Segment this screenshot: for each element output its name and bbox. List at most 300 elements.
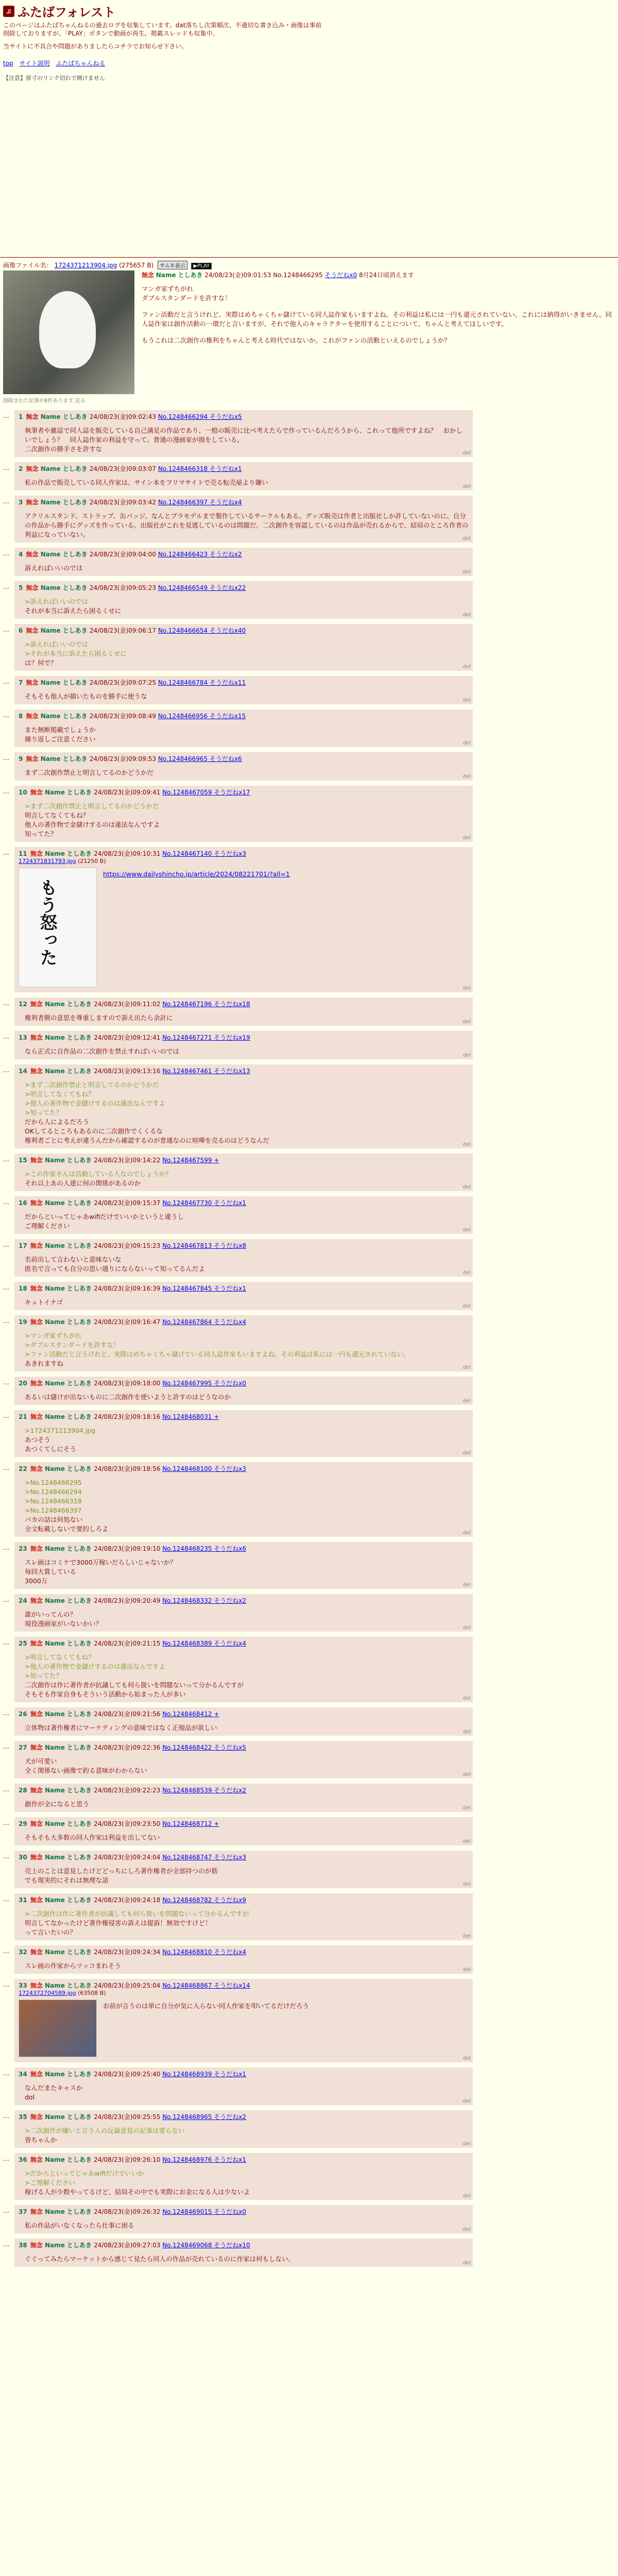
delete-link[interactable]: del	[462, 1772, 471, 1777]
sodane-button[interactable]: +	[214, 1710, 219, 1718]
reply-post	[14, 2110, 473, 2148]
reply-line: 立体物は著作権者にマーケティングの意味ではなく正規品が欲しい	[25, 1724, 217, 1732]
reply-number-link[interactable]: No.1248467461	[162, 1067, 214, 1075]
reply-number-link[interactable]: No.1248467730	[162, 1199, 214, 1207]
reply-post	[14, 1851, 473, 1888]
sodane-button[interactable]: そうだねx3	[214, 850, 247, 857]
site-logo-icon: ぷ	[3, 6, 14, 17]
reply-subject: 無念	[30, 1413, 45, 1420]
reply-number-link[interactable]: No.1248467059	[162, 789, 214, 796]
reply-index: 36	[19, 2156, 29, 2163]
reply-wrapper	[3, 786, 618, 842]
sodane-button[interactable]: そうだねx10	[214, 2242, 250, 2249]
reply-line: 現役漫画家がいないかい？	[25, 1620, 102, 1628]
reply-subject: 無念	[26, 679, 41, 686]
reply-number-link[interactable]: No.1248467845	[162, 1285, 214, 1292]
thumbnail-toggle-button[interactable]: サムネ表示	[158, 261, 187, 269]
sodane-button[interactable]: そうだねx1	[214, 1199, 247, 1207]
delete-link[interactable]: del	[462, 536, 471, 541]
reply-subject: 無念	[30, 1787, 45, 1794]
sodane-button[interactable]: そうだねx19	[214, 1034, 250, 1041]
reply-arrow-icon: …	[3, 1544, 9, 1551]
reply-number-link[interactable]: No.1248468031	[162, 1413, 214, 1420]
reply-line: 権利者側の意思を尊重しますので訴え出たら余計に	[25, 1014, 173, 1022]
reply-number-link[interactable]: No.1248467271	[162, 1034, 214, 1041]
reply-subject: 無念	[30, 1001, 45, 1008]
reply-number-link[interactable]: No.1248467995	[162, 1380, 214, 1387]
delete-link[interactable]: del	[462, 664, 471, 670]
reply-arrow-icon: …	[3, 1317, 9, 1325]
reply-line: 創作が全になると思う	[25, 1800, 90, 1808]
sodane-button[interactable]: そうだねx2	[209, 551, 242, 558]
reply-body	[25, 1961, 469, 1971]
reply-arrow-icon: …	[3, 1412, 9, 1419]
reply-line: あつそう	[25, 1436, 51, 1444]
reply-wrapper	[3, 997, 618, 1026]
reply-date: 24/08/23(金)09:19:10	[94, 1545, 163, 1552]
sodane-button[interactable]: そうだねx5	[209, 413, 242, 420]
sodane-button[interactable]: そうだねx17	[214, 789, 250, 796]
delete-link[interactable]: del	[462, 1839, 471, 1844]
reply-post	[14, 1064, 473, 1148]
reply-header	[19, 1743, 469, 1752]
reply-number-link[interactable]: No.1248467813	[162, 1242, 214, 1249]
reply-index: 26	[19, 1710, 29, 1718]
reply-subject: 無念	[30, 1982, 45, 1989]
reply-arrow-icon: …	[3, 464, 9, 471]
reply-number-link[interactable]: No.1248468422	[162, 1744, 214, 1751]
reply-body	[25, 1653, 469, 1699]
reply-line: アクリルスタンド、ストラップ、缶バッジ、なんとプラモデルまで製作しているサークルもある。グッズ販売は作者と出版社しか許していないのに、自分の作品から勝手にグッズを作っている。出版社がこれを見逃しているのは問題だ。二次創作を容認しているのは作品が売れるからで、結局のところ作者の利益になっていない。	[25, 512, 469, 538]
reply-body	[25, 1080, 469, 1145]
reply-subject: 無念	[30, 1710, 45, 1718]
reply-subject: 無念	[30, 1067, 45, 1075]
delete-link[interactable]: del	[462, 2227, 471, 2232]
delete-link[interactable]: del	[462, 1934, 471, 1939]
delete-link[interactable]: del	[462, 1142, 471, 1147]
reply-body	[25, 1170, 469, 1188]
reply-date: 24/08/23(金)09:24:34	[94, 1948, 163, 1956]
reply-wrapper	[3, 2239, 618, 2267]
sodane-button[interactable]: そうだねx2	[214, 2113, 247, 2121]
reply-subject: 無念	[30, 2071, 45, 2078]
reply-line: 繰り返しご注意ください	[25, 735, 96, 743]
reply-number-link[interactable]: No.1248466784	[158, 679, 210, 686]
sodane-button[interactable]: そうだねx0	[214, 2208, 247, 2215]
dog-image	[39, 291, 96, 368]
reply-number-link[interactable]: No.1248468810	[162, 1948, 214, 1956]
reply-id: としあき	[67, 1465, 94, 1472]
reply-wrapper	[3, 1594, 618, 1632]
reply-number-link[interactable]: No.1248468747	[162, 1854, 214, 1861]
sodane-button[interactable]: そうだねx9	[214, 1896, 247, 1904]
reply-index: 37	[19, 2208, 29, 2215]
quote-line: >まず二次創作禁止と明言してるのかどうかだ	[25, 1081, 159, 1089]
reply-date: 24/08/23(金)09:27:03	[94, 2242, 163, 2249]
reply-arrow-icon: …	[3, 2070, 9, 2077]
reply-number-link[interactable]: No.1248466654	[158, 627, 210, 634]
sodane-button[interactable]: そうだねx3	[214, 1465, 247, 1472]
reply-date: 24/08/23(金)09:06:17	[89, 627, 158, 634]
reply-wrapper	[3, 1282, 618, 1310]
reply-number-link[interactable]: No.1248468539	[162, 1787, 214, 1794]
delete-link[interactable]: del	[462, 1303, 471, 1309]
delete-link[interactable]: del	[462, 774, 471, 779]
reply-body	[25, 2255, 469, 2264]
reply-id: としあき	[67, 1710, 94, 1718]
sodane-button[interactable]: そうだねx4	[214, 1948, 247, 1956]
delete-link[interactable]: del	[462, 698, 471, 703]
reply-index: 16	[19, 1199, 29, 1207]
reply-line: それ以上あの人達に何の関係があるのか	[25, 1179, 141, 1187]
delete-link[interactable]: del	[462, 1184, 471, 1190]
sodane-button[interactable]: そうだねx3	[214, 1854, 247, 1861]
reply-header	[19, 678, 469, 687]
delete-link[interactable]: del	[462, 835, 471, 841]
reply-name: Name	[45, 1597, 67, 1604]
reply-id: としあき	[67, 1854, 94, 1861]
delete-link[interactable]: del	[462, 1019, 471, 1025]
reply-number-link[interactable]: No.1248468976	[162, 2156, 214, 2163]
nav-links	[3, 59, 615, 67]
reply-file-size: (63508 B)	[76, 1990, 106, 1996]
sodane-button[interactable]: そうだねx2	[214, 1787, 247, 1794]
sodane-button[interactable]: そうだねx18	[214, 1001, 250, 1008]
delete-link[interactable]: del	[462, 1967, 471, 1973]
reply-date: 24/08/23(金)09:15:37	[94, 1199, 163, 1207]
delete-link[interactable]: del	[462, 1398, 471, 1404]
reply-arrow-icon: …	[3, 498, 9, 505]
reply-line: 執筆者や雑誌で同人誌を販売している自己満足の作品であり、一般の販売に比べ考えたらで作っているんだろうから、これって他所ですよね？ おかしいでしょう？ 同人誌作家の利益を守って、普通の漫画家が損をしている。	[25, 427, 462, 444]
delete-link[interactable]: del	[462, 2141, 471, 2147]
reply-index: 32	[19, 1948, 29, 1956]
sodane-button[interactable]: +	[214, 1413, 219, 1420]
reply-name: Name	[45, 2113, 67, 2121]
reply-name: Name	[45, 1854, 67, 1861]
reply-header	[19, 2207, 469, 2216]
reply-index: 7	[19, 679, 25, 686]
reply-date: 24/08/23(金)09:07:25	[89, 679, 158, 686]
reply-subject: 無念	[30, 1199, 45, 1207]
reply-number-link[interactable]: No.1248466549	[158, 584, 210, 591]
reply-line: だからといってじゃあwifiだけでいいかというと違うし	[25, 1213, 184, 1221]
reply-index: 9	[19, 755, 25, 762]
reply-wrapper	[3, 1542, 618, 1589]
reply-arrow-icon: …	[3, 1241, 9, 1248]
reply-file-link[interactable]: 1724371831793.jpg	[19, 858, 76, 865]
reply-arrow-icon: …	[3, 1947, 9, 1955]
reply-number-link[interactable]: No.1248468389	[162, 1640, 214, 1647]
sodane-button[interactable]: そうだねx4	[214, 1318, 247, 1326]
reply-line: 皆ちゃんか	[25, 2136, 57, 2144]
sodane-button[interactable]: そうだねx5	[214, 1744, 247, 1751]
reply-header	[19, 1895, 469, 1904]
reply-post	[14, 1410, 473, 1457]
site-title[interactable]	[3, 2, 615, 20]
reply-id: としあき	[67, 1948, 94, 1956]
reply-line: 毎回大賞している	[25, 1568, 77, 1575]
delete-link[interactable]: del	[462, 1270, 471, 1276]
reply-id: としあき	[67, 1318, 94, 1326]
reply-number-link[interactable]: No.1248466965	[158, 755, 210, 762]
quote-line: >No.1248466318	[25, 1497, 82, 1505]
reply-date: 24/08/23(金)09:12:41	[94, 1034, 163, 1041]
play-button[interactable]: ▶PLAY	[191, 263, 212, 269]
reply-body	[25, 1723, 469, 1733]
reply-number-link[interactable]: No.1248468782	[162, 1896, 214, 1904]
delete-link[interactable]: del	[462, 1365, 471, 1370]
reply-body	[25, 1478, 469, 1534]
reply-subject: 無念	[30, 2208, 45, 2215]
reply-id: としあき	[67, 2208, 94, 2215]
reply-body	[25, 640, 469, 668]
reply-wrapper	[3, 1784, 618, 1812]
reply-header	[19, 1981, 469, 1990]
page-header	[0, 0, 618, 82]
reply-index: 5	[19, 584, 25, 591]
reply-subject: 無念	[30, 1597, 45, 1604]
reply-wrapper	[3, 1315, 618, 1371]
reply-arrow-icon: …	[3, 1709, 9, 1717]
reply-post	[14, 1707, 473, 1736]
reply-number-link[interactable]: No.1248466318	[158, 465, 210, 472]
reply-file-size: (21250 B)	[76, 858, 106, 865]
reply-post	[14, 1154, 473, 1191]
op-file-link[interactable]: 1724371213904.jpg	[54, 262, 117, 269]
sodane-button[interactable]: そうだねx4	[209, 499, 242, 506]
reply-arrow-icon: …	[3, 2207, 9, 2214]
reply-index: 33	[19, 1982, 29, 1989]
reply-number-link[interactable]: No.1248466423	[158, 551, 210, 558]
reply-image-thumbnail[interactable]	[19, 1999, 97, 2057]
reply-name: Name	[40, 413, 63, 420]
delete-link[interactable]: del	[462, 1227, 471, 1233]
reply-id: としあき	[62, 755, 90, 762]
quote-line: >他人の著作物で金儲けするのは違法なんですよ	[25, 1663, 165, 1670]
reply-id: としあき	[67, 2156, 94, 2163]
delete-link[interactable]: del	[462, 1450, 471, 1456]
reply-wrapper	[3, 2205, 618, 2233]
reply-wrapper	[3, 676, 618, 704]
sodane-button[interactable]: そうだねx6	[209, 755, 242, 762]
reply-image-thumbnail[interactable]	[19, 868, 97, 987]
delete-link[interactable]: del	[462, 1882, 471, 1887]
reply-date: 24/08/23(金)09:26:10	[94, 2156, 163, 2163]
reply-id: としあき	[67, 2113, 94, 2121]
reply-file-link[interactable]: 1724372704589.jpg	[19, 1990, 76, 1996]
delete-link[interactable]: del	[462, 1729, 471, 1735]
delete-link[interactable]: del	[462, 2056, 471, 2061]
reply-body	[25, 1757, 469, 1775]
delete-link[interactable]: del	[462, 986, 471, 991]
reply-number-link[interactable]: No.1248467599	[162, 1157, 214, 1164]
reply-number-link[interactable]: No.1248469068	[162, 2242, 214, 2249]
sodane-button[interactable]: そうだねx15	[209, 713, 246, 720]
reply-wrapper	[3, 462, 618, 490]
sodane-button[interactable]: そうだねx4	[214, 1640, 247, 1647]
reply-header	[19, 498, 469, 506]
reply-number-link[interactable]: No.1248468332	[162, 1597, 214, 1604]
sodane-button[interactable]: +	[214, 1820, 219, 1827]
site-intro: このページはふたばちゃんねるの過去ログを収集しています。dat落ちし次第順次、不適切な書き込み・画像は事前削除しておりますが、「PLAY」ボタンで動画が再生。掲載スレッドも収集中。	[3, 22, 322, 37]
reply-number-link[interactable]: No.1248468965	[162, 2113, 214, 2121]
sodane-button[interactable]: そうだねx8	[214, 1242, 247, 1249]
reply-post	[14, 676, 473, 704]
delete-link[interactable]: del	[462, 450, 471, 456]
delete-link[interactable]: del	[462, 484, 471, 489]
reply-wrapper	[3, 1945, 618, 1974]
reply-number-link[interactable]: No.1248468867	[162, 1982, 214, 1989]
reply-number-link[interactable]: No.1248466397	[158, 499, 210, 506]
reply-date: 24/08/23(金)09:26:32	[94, 2208, 163, 2215]
reply-header	[19, 849, 469, 858]
reply-index: 21	[19, 1413, 29, 1420]
nav-about-link[interactable]: サイト説明	[19, 60, 50, 67]
reply-name: Name	[45, 1710, 67, 1718]
reply-body	[25, 426, 469, 454]
reply-date: 24/08/23(金)09:22:36	[94, 1744, 163, 1751]
delete-link[interactable]: del	[462, 1625, 471, 1631]
reply-header	[19, 1066, 469, 1075]
sodane-button[interactable]: そうだねx2	[214, 1597, 247, 1604]
delete-link[interactable]: del	[462, 1053, 471, 1058]
reply-wrapper	[3, 1637, 618, 1702]
reply-number-link[interactable]: No.1248468235	[162, 1545, 214, 1552]
reply-post	[14, 752, 473, 781]
reply-date: 24/08/23(金)09:21:56	[94, 1710, 163, 1718]
delete-link[interactable]: del	[462, 2260, 471, 2266]
reply-body	[25, 1426, 469, 1454]
reply-header	[19, 2112, 469, 2121]
reply-header	[19, 1639, 469, 1648]
reply-subject: 無念	[26, 465, 41, 472]
reply-subject: 無念	[30, 1640, 45, 1647]
sodane-button[interactable]: そうだねx1	[209, 465, 242, 472]
reply-number-link[interactable]: No.1248467864	[162, 1318, 214, 1326]
reply-number-link[interactable]: No.1248468712	[162, 1820, 214, 1827]
reply-number-link[interactable]: No.1248467196	[162, 1001, 214, 1008]
reply-line: 二次創作は作に著作者が抗議しても何ら扱いを問題ないって分かるんですが	[25, 1681, 244, 1689]
reply-wrapper	[3, 1154, 618, 1191]
reply-body	[25, 1255, 469, 1274]
delete-link[interactable]: del	[462, 1582, 471, 1588]
reply-number-link[interactable]: No.1248467140	[162, 850, 214, 857]
reply-line: それが本当に訴えたら困るくせに	[25, 607, 122, 615]
reply-arrow-icon: …	[3, 1853, 9, 1860]
nav-top-link[interactable]: top	[3, 60, 13, 67]
reply-number-link[interactable]: No.1248469015	[162, 2208, 214, 2215]
reply-number-link[interactable]: No.1248468412	[162, 1710, 214, 1718]
reply-id: としあき	[67, 1896, 94, 1904]
reply-index: 20	[19, 1380, 29, 1387]
reply-header	[19, 412, 469, 421]
delete-link[interactable]: del	[462, 2193, 471, 2199]
op-paragraph: もうこれは二次創作の権利をちゃんと考える時代ではないか。これがファンの活動といえるのでしょうか？	[142, 336, 451, 344]
reply-subject: 無念	[26, 584, 41, 591]
reply-id: としあき	[67, 1380, 94, 1387]
reply-id: としあき	[62, 413, 90, 420]
reply-line: そもそも他人が描いたものを勝手に使うな	[25, 692, 147, 700]
sodane-button[interactable]: そうだねx13	[214, 1067, 250, 1075]
nav-futaba-link[interactable]: ふたばちゃんねる	[56, 60, 106, 67]
reply-index: 30	[19, 1854, 29, 1861]
reply-date: 24/08/23(金)09:13:16	[94, 1067, 163, 1075]
site-title-text: ふたばフォレスト	[18, 5, 116, 20]
delete-link[interactable]: del	[462, 569, 471, 575]
sodane-button[interactable]: そうだねx11	[209, 679, 246, 686]
sodane-button[interactable]: そうだねx40	[209, 627, 246, 634]
reply-wrapper	[3, 709, 618, 747]
op-image-thumbnail[interactable]	[3, 270, 134, 394]
sodane-button[interactable]: そうだねx1	[214, 2071, 247, 2078]
reply-wrapper	[3, 1064, 618, 1148]
delete-link[interactable]: del	[462, 740, 471, 746]
reply-number-link[interactable]: No.1248468100	[162, 1465, 214, 1472]
reply-date: 24/08/23(金)09:09:53	[89, 755, 158, 762]
reply-post	[14, 581, 473, 619]
reply-id: としあき	[67, 789, 94, 796]
reply-number-link[interactable]: No.1248466956	[158, 713, 210, 720]
reply-subject: 無念	[30, 1380, 45, 1387]
reply-arrow-icon: …	[3, 2112, 9, 2120]
reply-post	[14, 1315, 473, 1371]
reply-body	[25, 478, 469, 487]
sodane-button[interactable]: そうだねx0	[214, 1380, 247, 1387]
reply-date: 24/08/23(金)09:24:18	[94, 1896, 163, 1904]
sodane-button[interactable]: そうだねx22	[209, 584, 246, 591]
reply-index: 28	[19, 1787, 29, 1794]
op-sodane-button[interactable]: そうだねx0	[324, 272, 357, 279]
reply-arrow-icon: …	[3, 1033, 9, 1040]
sodane-button[interactable]: +	[214, 1157, 219, 1164]
reply-header	[19, 1544, 469, 1553]
reply-subject: 無念	[30, 1318, 45, 1326]
reply-name: Name	[45, 2242, 67, 2249]
reply-line: は？何で？	[25, 659, 57, 667]
sodane-button[interactable]: そうだねx6	[214, 1545, 247, 1552]
reply-arrow-icon: …	[3, 1819, 9, 1826]
delete-link[interactable]: del	[462, 612, 471, 618]
reply-number-link[interactable]: No.1248468939	[162, 2071, 214, 2078]
delete-link[interactable]: del	[462, 1530, 471, 1536]
reply-id: としあき	[62, 679, 90, 686]
reply-line: 私の作品がいなくなったら仕事に困る	[25, 2222, 134, 2229]
delete-link[interactable]: del	[462, 1696, 471, 1701]
reply-line: 売上のことは意見したけどどっちにしろ著作権者が全部持つのが筋	[25, 1867, 218, 1875]
reply-post	[14, 2205, 473, 2233]
reply-header	[19, 1709, 469, 1718]
reply-link[interactable]: https://www.dailyshincho.jp/article/2024/08221701/?all=1	[103, 870, 290, 878]
reply-line: あつくてしにそう	[25, 1445, 77, 1453]
reply-date: 24/08/23(金)09:08:49	[89, 713, 158, 720]
sodane-button[interactable]: そうだねx1	[214, 2156, 247, 2163]
delete-link[interactable]: del	[462, 2098, 471, 2104]
delete-link[interactable]: del	[462, 1805, 471, 1811]
reply-body	[25, 1047, 469, 1056]
reply-subject: 無念	[30, 1465, 45, 1472]
reply-line: なんだまたキャスか	[25, 2084, 83, 2092]
reply-number-link[interactable]: No.1248466294	[158, 413, 210, 420]
quote-line: >他人の著作物で金儲けするのは違法なんですよ	[25, 1099, 165, 1107]
reply-id: としあき	[62, 499, 90, 506]
reply-id: としあき	[67, 2242, 94, 2249]
reply-post	[14, 1637, 473, 1702]
sodane-button[interactable]: そうだねx14	[214, 1982, 250, 1989]
reply-id: としあき	[67, 850, 94, 857]
reply-line: 訴えればいいのでは	[25, 564, 83, 572]
reply-header	[19, 626, 469, 635]
sodane-button[interactable]: そうだねx1	[214, 1285, 247, 1292]
